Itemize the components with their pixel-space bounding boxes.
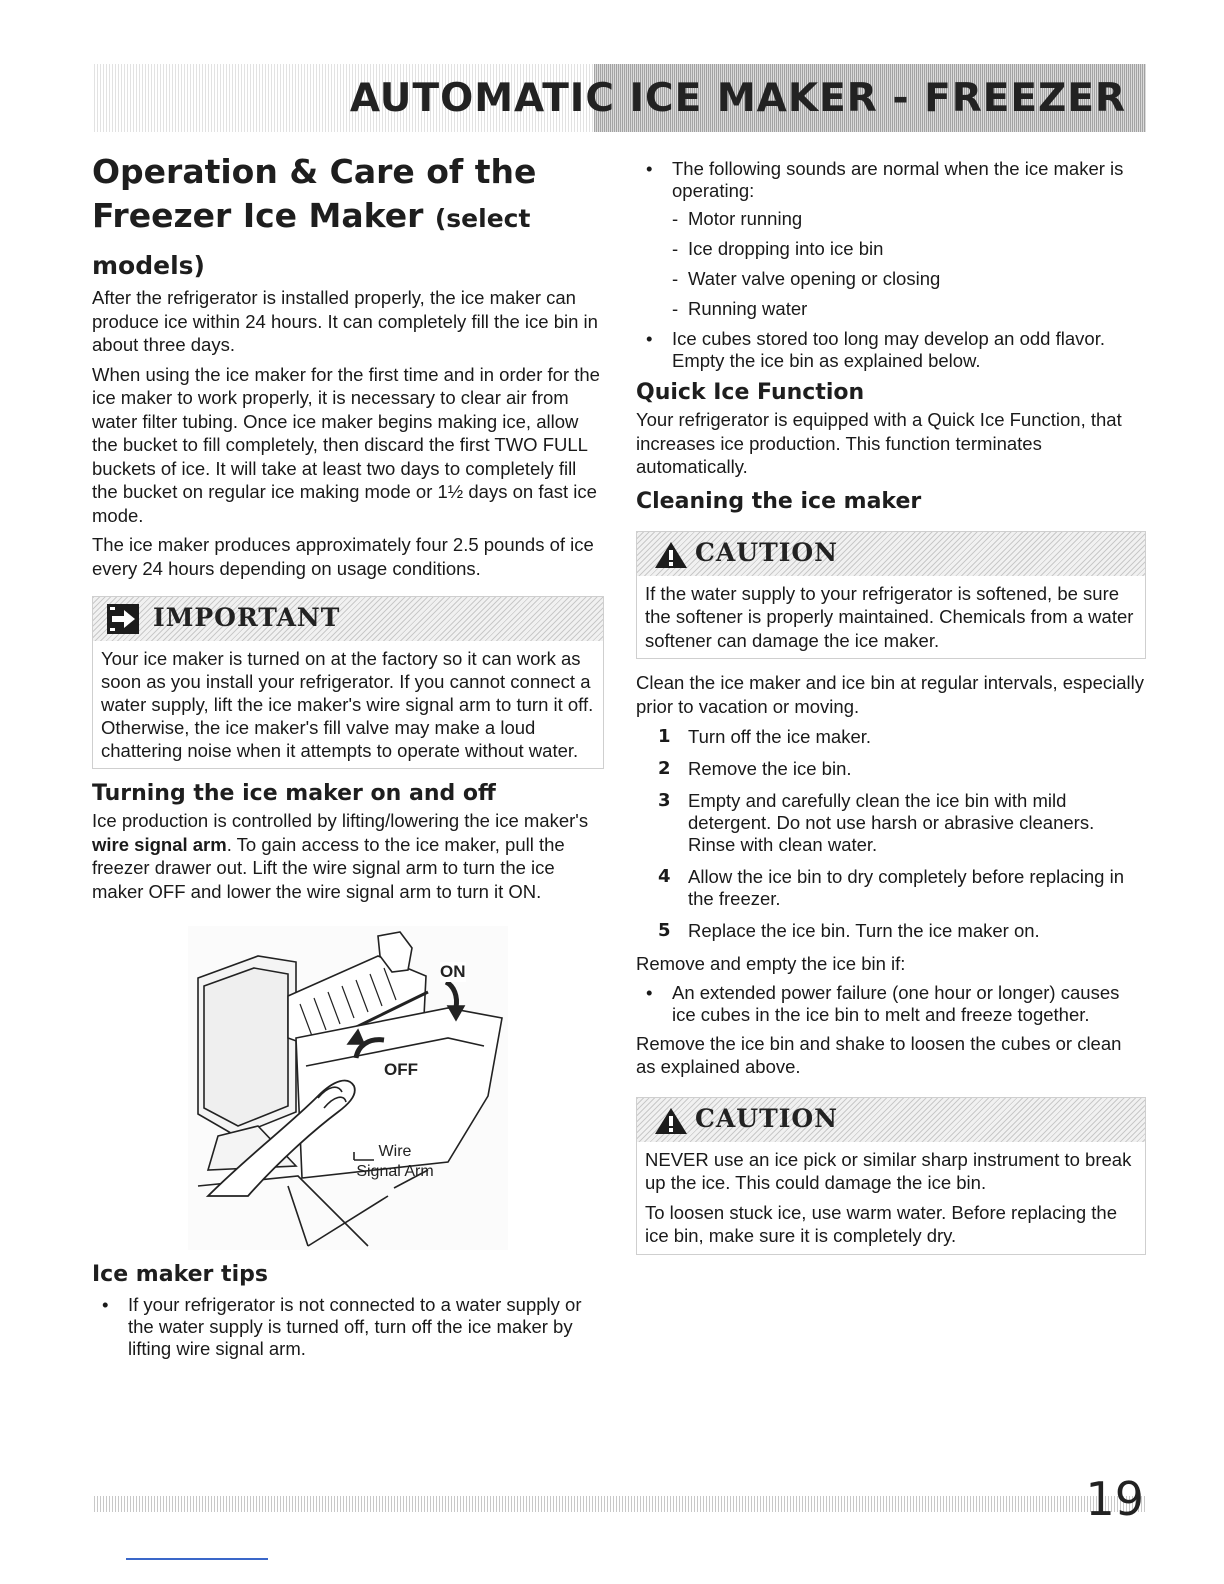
remove-text: Remove the ice bin and shake to loosen the cubes or clean as explained above. — [636, 1032, 1122, 1077]
step-number: 5 — [658, 920, 671, 941]
footer-link-underline — [126, 1558, 268, 1560]
caution-title-1: CAUTION — [695, 537, 839, 567]
tips-list — [92, 1294, 604, 1360]
banner-title: AUTOMATIC ICE MAKER - FREEZER — [349, 76, 1126, 121]
step-number: 1 — [658, 726, 671, 747]
quick-ice-heading: Quick Ice Function — [636, 380, 865, 405]
step-text: Remove the ice bin. — [688, 758, 852, 779]
off-label: OFF — [384, 1060, 418, 1079]
right-column — [636, 158, 1146, 1255]
important-body — [93, 641, 603, 768]
cleaning-intro: Clean the ice maker and ice bin at regular intervals, especially prior to vacation or moving. — [636, 672, 1144, 717]
list-item — [636, 158, 1146, 202]
list-item: • Ice cubes stored too long may develop an odd flavor. Empty the ice bin as explained below. — [636, 328, 1146, 372]
tips-section — [92, 1260, 604, 1366]
sounds-intro: The following sounds are normal when the ice maker is operating: — [672, 158, 1124, 201]
important-text: Your ice maker is turned on at the factory so it can work as soon as you install your refrigerator. If you cannot connect a water supply, lift the ice maker's wire signal arm to turn it off. Otherwise, the ice maker's fill valve may make a loud chattering noise when it attempts to operate without water. — [101, 648, 594, 761]
caution-text-2a: NEVER use an ice pick or similar sharp instrument to break up the ice. This could damage the ice bin. — [645, 1148, 1132, 1193]
main-heading-sub: (select models) — [92, 204, 531, 280]
turning-paragraph — [92, 809, 604, 903]
main-heading — [92, 150, 604, 288]
left-column — [92, 150, 604, 903]
list-item: - Water valve opening or closing — [636, 264, 1146, 294]
footer-bar — [94, 1496, 1146, 1512]
caution-notice-2 — [636, 1097, 1146, 1255]
turning-text-before: Ice production is controlled by lifting/lowering the ice maker's — [92, 810, 589, 831]
caution-text-2b: To loosen stuck ice, use warm water. Before replacing the ice bin, make sure it is completely dry. — [645, 1201, 1117, 1246]
important-header — [93, 597, 603, 641]
list-item — [636, 726, 1146, 748]
tips-heading: Ice maker tips — [92, 1262, 268, 1287]
step-number: 3 — [658, 790, 671, 811]
step-text: Empty and carefully clean the ice bin with mild detergent. Do not use harsh or abrasive cleaners. Rinse with clean water. — [688, 790, 1095, 855]
list-item — [636, 758, 1146, 780]
remove-if: Remove and empty the ice bin if: — [636, 953, 906, 974]
on-label: ON — [440, 962, 466, 981]
list-item — [636, 866, 1146, 910]
cleaning-heading: Cleaning the ice maker — [636, 488, 922, 514]
list-item: - Ice dropping into ice bin — [636, 234, 1146, 264]
ice-maker-illustration — [188, 926, 508, 1250]
caution-body-1 — [637, 576, 1145, 659]
turning-text-bold: wire signal arm — [92, 833, 227, 855]
wire-signal-arm-label: Wire Signal Arm — [356, 1143, 434, 1180]
caution-header-2 — [637, 1098, 1145, 1142]
sounds-list — [636, 158, 1146, 202]
cleaning-steps — [636, 726, 1146, 942]
flavor-list — [636, 328, 1146, 372]
caution-title-2: CAUTION — [695, 1103, 839, 1133]
list-item: - Motor running — [636, 204, 1146, 234]
turning-heading: Turning the ice maker on and off — [92, 781, 496, 806]
arrow-right-icon — [107, 604, 139, 634]
list-item: • If your refrigerator is not connected to a water supply or the water supply is turned off, turn off the ice maker by lifting wire signal arm. — [92, 1294, 604, 1360]
caution-text-1: If the water supply to your refrigerator is softened, be sure the softener is properly maintained. Chemicals from a water softener can damage the ice maker. — [645, 582, 1134, 651]
important-notice — [92, 596, 604, 769]
step-text: Allow the ice bin to dry completely before replacing in the freezer. — [688, 866, 1125, 909]
quick-ice-text: Your refrigerator is equipped with a Quick Ice Function, that increases ice production. This function terminates automatically. — [636, 409, 1122, 477]
step-text: Turn off the ice maker. — [688, 726, 872, 747]
remove-list — [636, 982, 1146, 1026]
turning-text-after: . To gain access to the ice maker, pull the freezer drawer out. Lift the wire signal arm to turn the ice maker OFF and lower the wire signal arm to turn it ON. — [92, 833, 565, 902]
caution-notice-1 — [636, 531, 1146, 660]
caution-body-2 — [637, 1142, 1145, 1254]
intro-paragraph-3: The ice maker produces approximately four 2.5 pounds of ice every 24 hours depending on usage conditions. — [92, 534, 594, 579]
main-heading-text: Operation & Care of the Freezer Ice Maker — [92, 152, 537, 235]
page-number: 19 — [1085, 1472, 1144, 1526]
intro-paragraph-1: After the refrigerator is installed properly, the ice maker can produce ice within 24 hours. It can completely fill the ice bin in about three days. — [92, 287, 598, 355]
step-number: 2 — [658, 758, 671, 779]
list-item: • An extended power failure (one hour or longer) causes ice cubes in the ice bin to melt and freeze together. — [636, 982, 1146, 1026]
section-banner — [94, 64, 1146, 132]
warning-triangle-icon — [653, 540, 689, 570]
list-item — [636, 790, 1146, 856]
step-text: Replace the ice bin. Turn the ice maker on. — [688, 920, 1040, 941]
caution-header-1 — [637, 532, 1145, 576]
intro-paragraph-2: When using the ice maker for the first time and in order for the ice maker to work properly, it is necessary to clear air from water filter tubing. Once ice maker begins making ice, allow the bucket to fill completely, then discard the first TWO FULL buckets of ice. It will take at least two days to completely fill the bucket on regular ice making mode or 1½ days on fast ice mode. — [92, 363, 600, 526]
step-number: 4 — [658, 866, 671, 887]
important-title: IMPORTANT — [153, 603, 341, 632]
list-item — [636, 920, 1146, 942]
sounds-sublist — [636, 204, 1146, 324]
list-item: - Running water — [636, 294, 1146, 324]
warning-triangle-icon — [653, 1106, 689, 1136]
